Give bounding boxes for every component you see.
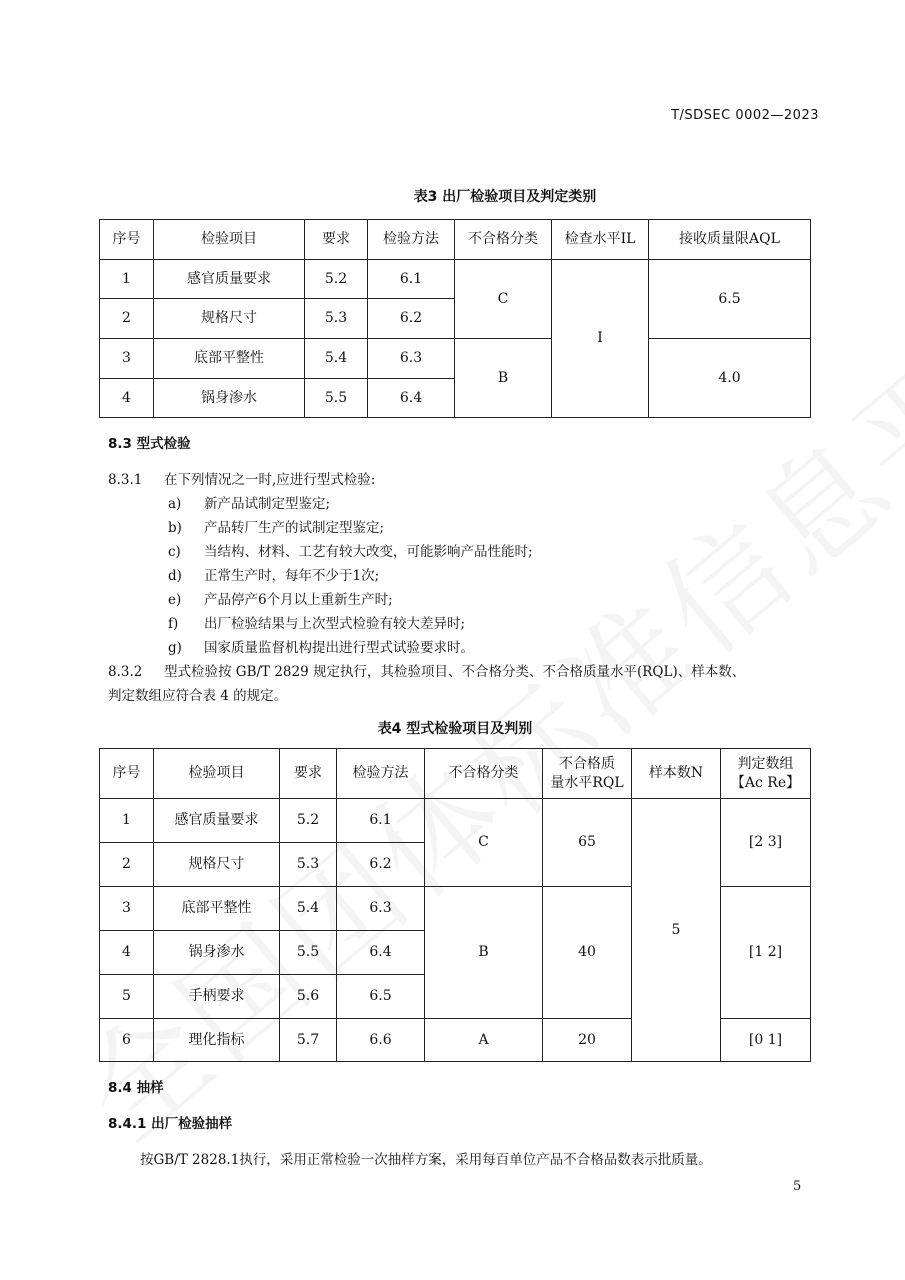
table3-header-row	[100, 220, 811, 260]
list-item	[168, 564, 379, 584]
table-cell: 2	[100, 843, 154, 887]
table-cell: 5.3	[305, 299, 368, 339]
table3-header-cell: 检查水平IL	[552, 220, 649, 260]
table-cell: 6.4	[368, 379, 455, 418]
table-cell: A	[425, 1019, 543, 1062]
table-cell: 5	[100, 975, 154, 1019]
table-cell: 6.2	[368, 299, 455, 339]
list-label: a)	[168, 496, 182, 512]
table-cell: 40	[543, 887, 632, 1019]
clause-text: 在下列情况之一时,应进行型式检验:	[164, 472, 376, 488]
table3-header-cell: 要求	[305, 220, 368, 260]
clause-number: 8.3.2	[108, 664, 143, 680]
header-line: 判定数组	[737, 755, 794, 772]
header-line: 【Ac Re】	[730, 774, 801, 791]
list-text: 国家质量监督机构提出进行型式试验要求时。	[204, 640, 474, 656]
table3-header-cell: 检验方法	[368, 220, 455, 260]
table-cell: C	[425, 799, 543, 887]
clause-number: 8.3.1	[108, 472, 143, 488]
page-number: 5	[793, 1179, 802, 1194]
table-cell: 6.1	[337, 799, 425, 843]
table-cell: 5.4	[280, 887, 337, 931]
list-item	[168, 588, 393, 608]
list-label: g)	[168, 640, 182, 656]
list-item	[168, 540, 533, 560]
table-cell: 6.4	[337, 931, 425, 975]
table4-header-cell: 序号	[100, 749, 154, 799]
table-cell: 感官质量要求	[154, 799, 280, 843]
table-cell: 1	[100, 260, 154, 299]
table4-header-cell: 检验项目	[154, 749, 280, 799]
table-cell: 6.3	[368, 339, 455, 379]
document-code: T/SDSEC 0002—2023	[671, 108, 819, 123]
table3-caption: 表3 出厂检验项目及判定类别	[413, 189, 597, 205]
table-cell: [2 3]	[721, 799, 811, 887]
section-8-3-heading: 8.3 型式检验	[108, 436, 191, 452]
table4-header-cell: 检验方法	[337, 749, 425, 799]
table-cell: 6.5	[649, 260, 811, 339]
table-cell: 规格尺寸	[154, 299, 305, 339]
table-cell: 理化指标	[154, 1019, 280, 1062]
table4	[99, 748, 811, 1062]
paragraph-8-3-2-continued: 判定数组应符合表 4 的规定。	[108, 688, 288, 704]
table-cell: 20	[543, 1019, 632, 1062]
table4-header-row	[100, 749, 811, 799]
table-cell: 感官质量要求	[154, 260, 305, 299]
table-cell: 5.5	[305, 379, 368, 418]
table-cell: 底部平整性	[154, 887, 280, 931]
table3	[99, 219, 811, 418]
table4-header-cell: 样本数N	[632, 749, 721, 799]
table-cell: 65	[543, 799, 632, 887]
list-item	[168, 516, 384, 536]
table-cell: [0 1]	[721, 1019, 811, 1062]
table-cell: 5	[632, 799, 721, 1062]
table-cell: 5.7	[280, 1019, 337, 1062]
section-8-4-heading: 8.4 抽样	[108, 1080, 164, 1096]
table-cell: 3	[100, 339, 154, 379]
table-cell: 5.2	[305, 260, 368, 299]
list-item	[168, 636, 474, 656]
table-cell: B	[425, 887, 543, 1019]
table-cell: 5.3	[280, 843, 337, 887]
table3-header-cell: 接收质量限AQL	[649, 220, 811, 260]
table-cell: 5.2	[280, 799, 337, 843]
table4-header-cell	[543, 749, 632, 799]
list-text: 出厂检验结果与上次型式检验有较大差异时;	[204, 616, 466, 632]
table-cell: 4	[100, 379, 154, 418]
table-row	[100, 339, 811, 379]
table-cell: 6.3	[337, 887, 425, 931]
table-cell: 6.2	[337, 843, 425, 887]
clause-text: 型式检验按 GB/T 2829 规定执行，其检验项目、不合格分类、不合格质量水平(RQL)、样本数、	[164, 664, 746, 680]
list-text: 新产品试制定型鉴定;	[204, 496, 331, 512]
table-cell: 5.5	[280, 931, 337, 975]
table4-caption: 表4 型式检验项目及判别	[377, 721, 533, 737]
table3-header-cell: 序号	[100, 220, 154, 260]
table-cell: 底部平整性	[154, 339, 305, 379]
table-cell: B	[455, 339, 552, 418]
paragraph-8-3-2	[108, 660, 828, 680]
table-cell: 4	[100, 931, 154, 975]
table-row	[100, 799, 811, 843]
list-text: 正常生产时，每年不少于1次;	[204, 568, 380, 584]
table3-header-cell: 检验项目	[154, 220, 305, 260]
section-8-4-1-heading: 8.4.1 出厂检验抽样	[108, 1116, 233, 1132]
table-cell: 3	[100, 887, 154, 931]
table-cell: 5.4	[305, 339, 368, 379]
list-text: 产品停产6个月以上重新生产时;	[204, 592, 393, 608]
table-cell: 6	[100, 1019, 154, 1062]
list-label: e)	[168, 592, 182, 608]
table-cell: 2	[100, 299, 154, 339]
table-cell: 6.1	[368, 260, 455, 299]
table4-header-cell: 不合格分类	[425, 749, 543, 799]
table-cell: 6.5	[337, 975, 425, 1019]
table-cell: 4.0	[649, 339, 811, 418]
table4-header-cell	[721, 749, 811, 799]
paragraph-8-4-1: 按GB/T 2828.1执行，采用正常检验一次抽样方案，采用每百单位产品不合格品数表示批质量。	[140, 1152, 712, 1168]
table-cell: I	[552, 260, 649, 418]
list-label: d)	[168, 568, 182, 584]
list-label: f)	[168, 616, 179, 632]
table-cell: 锅身渗水	[154, 379, 305, 418]
header-line: 量水平RQL	[550, 774, 624, 791]
table4-header-cell: 要求	[280, 749, 337, 799]
table-cell: 6.6	[337, 1019, 425, 1062]
paragraph-8-3-1	[108, 468, 375, 488]
table-cell: 手柄要求	[154, 975, 280, 1019]
table-cell: 锅身渗水	[154, 931, 280, 975]
list-label: c)	[168, 544, 181, 560]
list-text: 产品转厂生产的试制定型鉴定;	[204, 520, 385, 536]
table-row	[100, 260, 811, 299]
list-text: 当结构、材料、工艺有较大改变，可能影响产品性能时;	[204, 544, 533, 560]
table-cell: 1	[100, 799, 154, 843]
table-cell: 5.6	[280, 975, 337, 1019]
table-cell: [1 2]	[721, 887, 811, 1019]
table-cell: 规格尺寸	[154, 843, 280, 887]
table3-header-cell: 不合格分类	[455, 220, 552, 260]
list-item	[168, 492, 330, 512]
table-cell: C	[455, 260, 552, 339]
list-item	[168, 612, 465, 632]
list-label: b)	[168, 520, 182, 536]
header-line: 不合格质	[559, 755, 615, 772]
